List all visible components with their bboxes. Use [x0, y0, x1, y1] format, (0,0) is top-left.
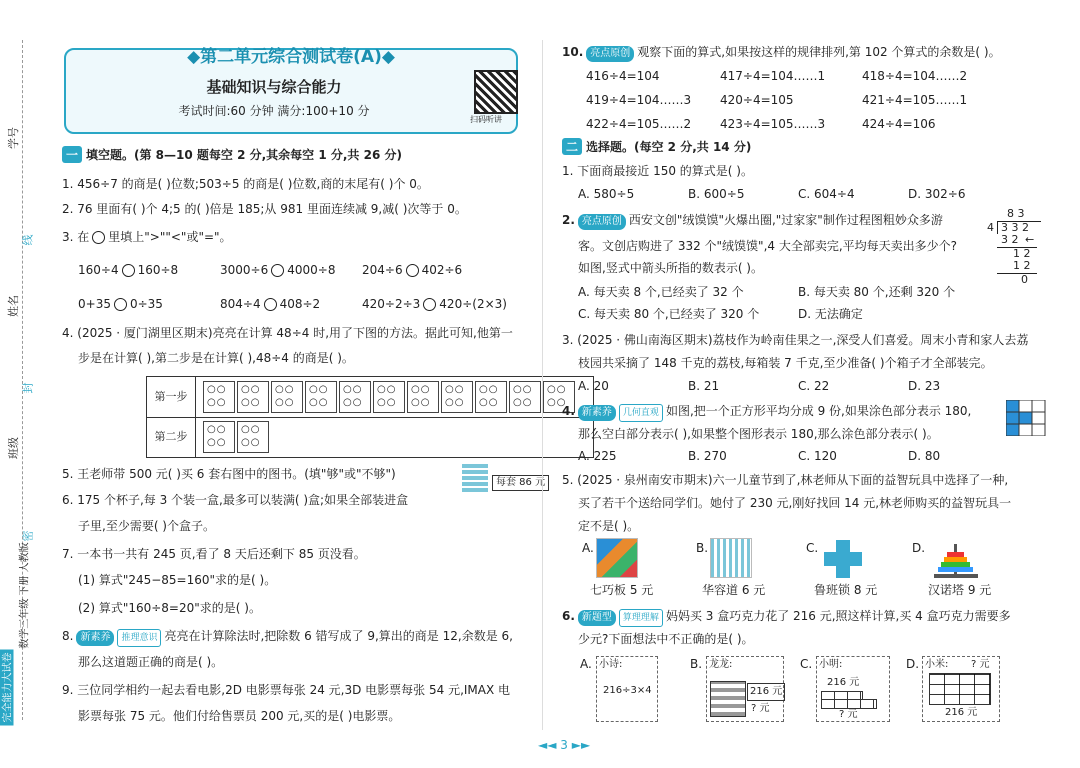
choice-4-b[interactable]: B. 270: [688, 449, 727, 463]
choice-2-c[interactable]: C. 每天卖 80 个,已经卖了 320 个: [578, 307, 760, 321]
compare-6: 420÷2÷3 420÷(2×3): [362, 297, 507, 311]
section-choice-tag: 二: [562, 138, 582, 155]
book-price-label: 每套 86 元: [492, 475, 549, 491]
div-step3: 1 2: [1013, 259, 1031, 272]
original-badge: 亮点原创: [586, 46, 634, 62]
question-6b: 子里,至少需要( )个盒子。: [78, 519, 215, 533]
compare-2: 3000÷6 4000÷8: [220, 263, 336, 277]
eq-3: 418÷4=104……2: [862, 69, 968, 83]
section-fill-title: 一 填空题。(第 8—10 题每空 2 分,其余每空 1 分,共 26 分): [62, 146, 402, 163]
toy-c-letter[interactable]: C.: [806, 541, 819, 555]
shaded-square-figure: [1006, 400, 1046, 436]
calc-badge: 算理理解: [619, 609, 663, 627]
series-label: 完全能力大试卷: [0, 650, 14, 726]
choice-6-c-figure: 小明: 216 元 ? 元: [816, 656, 890, 722]
new-type-badge: 新题型: [578, 610, 616, 626]
klotski-image: [710, 538, 752, 578]
choice-2-b[interactable]: B. 每天卖 80 个,还剩 320 个: [798, 285, 956, 299]
step-1-label: 第一步: [147, 377, 196, 417]
choice-3-c[interactable]: C. 22: [798, 379, 830, 393]
div-step1: 3 2: [1001, 233, 1019, 246]
toy-d-label: 汉诺塔 9 元: [928, 583, 992, 597]
choice-1-c[interactable]: C. 604÷4: [798, 187, 855, 201]
binding-strip: [0, 0, 46, 768]
original-badge: 亮点原创: [578, 214, 626, 230]
choice-4-c[interactable]: C. 120: [798, 449, 837, 463]
choice-2-d[interactable]: D. 无法确定: [798, 307, 863, 321]
step-row-2: [147, 417, 593, 457]
new-literacy-badge: 新素养: [578, 405, 616, 421]
choice-6-b-letter[interactable]: B.: [690, 657, 703, 671]
page-subtitle: 基础知识与综合能力: [206, 78, 342, 96]
step-row-1: [147, 377, 593, 418]
seal-line-mark: 线: [21, 234, 35, 246]
question-2: 2. 76 里面有( )个 4;5 的( )倍是 185;从 981 里面连续减 9,减( )次等于 0。: [62, 202, 467, 216]
exam-info: 考试时间:60 分钟 满分:100+10 分: [178, 104, 370, 118]
arrow-left-icon: ←: [1025, 233, 1035, 246]
eq-9: 424÷4=106: [862, 117, 936, 131]
question-4a: 4. (2025 · 厦门湖里区期末)亮亮在计算 48÷4 时,用了下图的方法。据此可知,他第一: [62, 326, 513, 340]
new-literacy-badge: 新素养: [76, 630, 114, 646]
toy-a-label: 七巧板 5 元: [590, 583, 654, 597]
choice-3-b[interactable]: B. 21: [688, 379, 720, 393]
books-icon: [462, 462, 488, 492]
choice-2-a[interactable]: A. 每天卖 8 个,已经卖了 32 个: [578, 285, 744, 299]
choice-1-a[interactable]: A. 580÷5: [578, 187, 635, 201]
choice-5c: 定不是( )。: [578, 519, 640, 533]
div-remainder: 0: [1021, 273, 1028, 286]
blank-circle[interactable]: [406, 264, 419, 277]
page-title: ◆第二单元综合测试卷(A)◆: [187, 47, 395, 67]
choice-3b: 枝园共采摘了 148 千克的荔枝,每箱装 7 千克,至少准备( )个箱子才全部装完。: [578, 356, 993, 370]
choice-2c: 如图,竖式中箭头所指的数表示( )。: [578, 261, 763, 275]
choice-1: 1. 下面商最接近 150 的算式是( )。: [562, 164, 753, 178]
step-2-label: 第二步: [147, 417, 196, 457]
qr-code[interactable]: [474, 70, 518, 114]
choice-4b: 那么空白部分表示( ),如果整个图形表示 180,那么涂色部分表示( )。: [578, 427, 939, 441]
question-7: 7. 一本书一共有 245 页,看了 8 天后还剩下 85 页没看。: [62, 547, 366, 561]
student-id-label: 学号: [7, 127, 20, 149]
choice-2a: 2. 亮点原创 西安文创"绒馍馍"火爆出圈,"过家家"制作过程图粗妙众多游: [562, 212, 943, 230]
name-label: 姓名: [7, 295, 20, 317]
choice-6-a-letter[interactable]: A.: [580, 657, 592, 671]
eq-8: 423÷4=105……3: [720, 117, 826, 131]
choice-3-d[interactable]: D. 23: [908, 379, 941, 393]
long-division: [985, 208, 1045, 288]
div-step2: 1 2: [1013, 247, 1031, 260]
class-label: 班级: [7, 437, 20, 459]
question-8a: 8. 新素养 推理意识 亮亮在计算除法时,把除数 6 错写成了 9,算出的商是 12,余数是 6,: [62, 628, 513, 647]
blank-circle[interactable]: [423, 298, 436, 311]
choice-5a: 5. (2025 · 泉州南安市期末)六一儿童节到了,林老师从下面的益智玩具中选择了一种,: [562, 473, 1009, 487]
geometry-badge: 几何直观: [619, 404, 663, 422]
question-4b: 步是在计算( ),第二步是在计算( ),48÷4 的商是( )。: [78, 351, 354, 365]
blank-circle[interactable]: [114, 298, 127, 311]
column-divider: [542, 40, 543, 730]
page: [50, 0, 1080, 768]
eq-4: 419÷4=104……3: [586, 93, 692, 107]
luban-lock-image: [824, 540, 862, 578]
circle-icon: [92, 231, 105, 244]
choice-1-b[interactable]: B. 600÷5: [688, 187, 745, 201]
toy-d-letter[interactable]: D.: [912, 541, 926, 555]
choice-6a: 6. 新题型 算理理解 妈妈买 3 盒巧克力花了 216 元,照这样计算,买 4 盒巧克力需要多: [562, 608, 1011, 627]
choice-1-d[interactable]: D. 302÷6: [908, 187, 966, 201]
div-dividend: 3 3 2: [997, 221, 1041, 234]
choice-6-d-letter[interactable]: D.: [906, 657, 920, 671]
toy-b-label: 华容道 6 元: [702, 583, 766, 597]
toy-a-letter[interactable]: A.: [582, 541, 594, 555]
choice-6-d-figure: 小米: ? 元 216 元: [922, 656, 1000, 722]
question-5: 5. 王老师带 500 元( )买 6 套右图中的图书。(填"够"或"不够"): [62, 467, 396, 481]
blank-circle[interactable]: [271, 264, 284, 277]
question-1: 1. 456÷7 的商是( )位数;503÷5 的商是( )位数,商的末尾有( )个 0。: [62, 177, 429, 191]
choice-3a: 3. (2025 · 佛山南海区期末)荔枝作为岭南佳果之一,深受人们喜爱。周末小青和家人去荔: [562, 333, 1029, 347]
question-6a: 6. 175 个杯子,每 3 个装一盒,最多可以装满( )盒;如果全部装进盒: [62, 493, 409, 507]
blank-circle[interactable]: [264, 298, 277, 311]
page-number: ◄◄ 3 ►►: [538, 738, 591, 752]
question-10: 10. 亮点原创 观察下面的算式,如果按这样的规律排列,第 102 个算式的余数是( )。: [562, 44, 1001, 62]
choice-3-a[interactable]: A. 20: [578, 379, 609, 393]
section-choice-title: 二 选择题。(每空 2 分,共 14 分): [562, 138, 751, 155]
choice-4a: 4. 新素养 几何直观 如图,把一个正方形平均分成 9 份,如果涂色部分表示 180,: [562, 403, 971, 422]
eq-2: 417÷4=104……1: [720, 69, 826, 83]
eq-1: 416÷4=104: [586, 69, 660, 83]
choice-6-c-letter[interactable]: C.: [800, 657, 813, 671]
hanoi-tower-image: [934, 544, 978, 580]
choice-6b: 少元?下面想法中不正确的是( )。: [578, 632, 754, 646]
div-divisor: 4: [987, 221, 994, 234]
choice-6-a-figure: 小诗: 216÷3×4: [596, 656, 658, 722]
compare-1: 160÷4 160÷8: [78, 263, 179, 277]
toy-b-letter[interactable]: B.: [696, 541, 709, 555]
eq-6: 421÷4=105……1: [862, 93, 968, 107]
choice-5b: 买了若干个送给同学们。她付了 230 元,刚好找回 14 元,林老师购买的益智玩具一: [578, 496, 1012, 510]
toy-c-label: 鲁班锁 8 元: [814, 583, 878, 597]
question-7-1: (1) 算式"245−85=160"求的是( )。: [78, 573, 277, 587]
div-quotient: 8 3: [1007, 207, 1025, 220]
compare-3: 204÷6 402÷6: [362, 263, 463, 277]
choice-2b: 客。文创店购进了 332 个"绒馍馍",4 大全部卖完,平均每天卖出多少个?: [578, 239, 958, 253]
steps-figure: [146, 376, 594, 458]
seal-seal-mark: 封: [21, 382, 35, 394]
reasoning-badge: 推理意识: [117, 629, 161, 647]
question-9b: 影票每张 75 元。他们付给售票员 200 元,买的是( )电影票。: [78, 709, 401, 723]
blank-circle[interactable]: [122, 264, 135, 277]
compare-4: 0+35 0÷35: [78, 297, 163, 311]
question-3: 3. 在 里填上">""<"或"="。: [62, 230, 232, 244]
choice-6-b-figure: 龙龙: 216 元 ? 元: [706, 656, 784, 722]
choice-4-d[interactable]: D. 80: [908, 449, 941, 463]
tangram-image: [596, 538, 638, 578]
choice-4-a[interactable]: A. 225: [578, 449, 617, 463]
question-8b: 那么这道题正确的商是( )。: [78, 655, 224, 669]
qr-label: 扫码听讲: [470, 115, 502, 124]
eq-7: 422÷4=105……2: [586, 117, 692, 131]
section-fill-tag: 一: [62, 146, 82, 163]
compare-5: 804÷4 408÷2: [220, 297, 321, 311]
question-9a: 9. 三位同学相约一起去看电影,2D 电影票每张 24 元,3D 电影票每张 54 元,IMAX 电: [62, 683, 511, 697]
question-7-2: (2) 算式"160÷8=20"求的是( )。: [78, 601, 261, 615]
seal-secret-mark: 密: [21, 530, 35, 542]
book-label: 数学三年级 下册 人教版: [19, 542, 31, 649]
eq-5: 420÷4=105: [720, 93, 794, 107]
